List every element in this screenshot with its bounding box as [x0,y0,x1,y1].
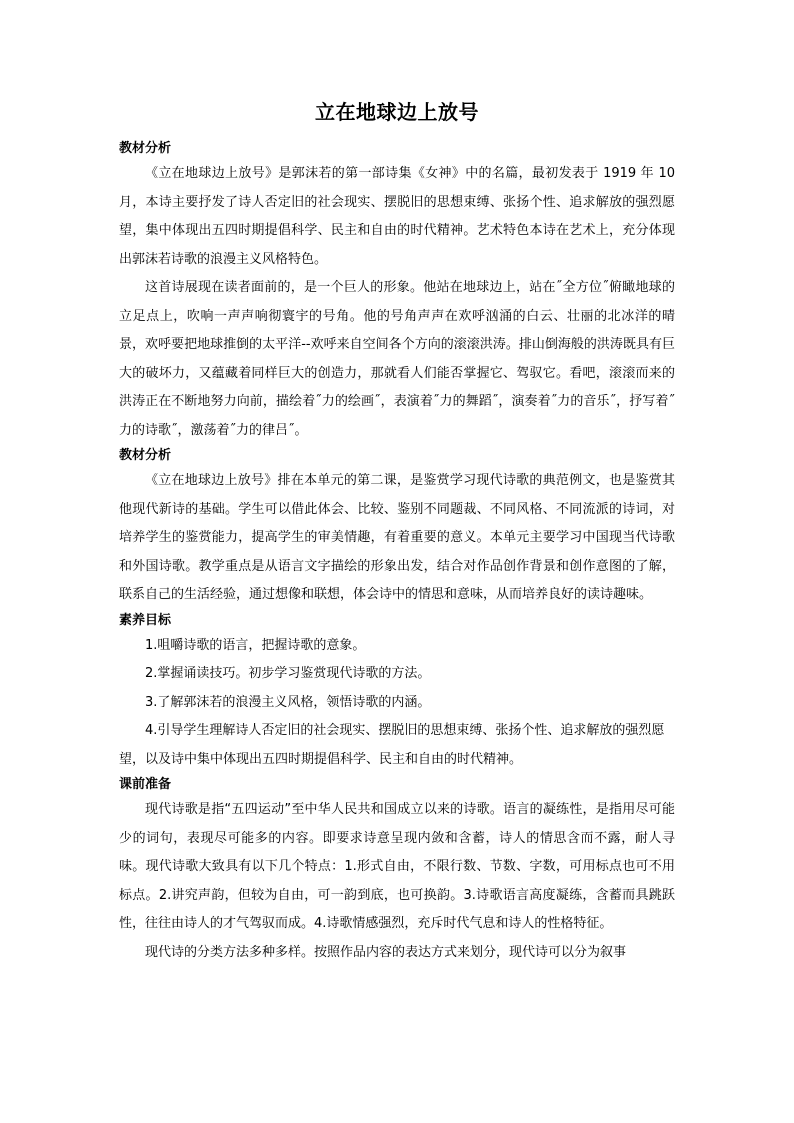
paragraph: 现代诗的分类方法多种多样。按照作品内容的表达方式来划分，现代诗可以分为叙事 [145,944,627,960]
section-literacy-goals [119,610,675,775]
paragraph: 现代诗歌是指“五四运动”至中华人民共和国成立以来的诗歌。语言的凝练性，是指用尽可能少的词句，表现尽可能多的内容。即要求诗意呈现内敛和含蓄，诗人的情思含而不露，耐人寻味。现代诗歌大致具有以下几个特点：1.形式自由，不限行数、节数、字数，可用标点也可不用标点。2.讲究声韵，但较为自由，可一韵到底，也可换韵。3.诗歌语言高度凝练，含蓄而具跳跃性，往往由诗人的才气驾驭而成。4.诗歌情感强烈，充斥时代气息和诗人的性格特征。 [119,802,675,931]
document-title: 立在地球边上放号 [315,100,479,124]
paragraph: 《立在地球边上放号》排在本单元的第二课，是鉴赏学习现代诗歌的典范例文，也是鉴赏其他现代新诗的基础。学生可以借此体会、比较、鉴别不同题裁、不同风格、不同流派的诗词，对培养学生的鉴赏能力，提高学生的审美情趣，有着重要的意义。本单元主要学习中国现当代诗歌和外国诗歌。教学重点是从语言文字描绘的形象出发，结合对作品创作背景和创作意图的了解，联系自己的生活经验，通过想像和联想，体会诗中的情思和意味，从而培养良好的读诗趣味。 [119,473,675,602]
section-textbook-analysis-2 [119,445,675,610]
section-textbook-analysis-1 [119,138,675,445]
paragraph: 这首诗展现在读者面前的，是一个巨人的形象。他站在地球边上，站在˝全方位˝俯瞰地球的立足点上，吹响一声声响彻寰宇的号角。他的号角声声在欢呼汹涌的白云、壮丽的北冰洋的晴景，欢呼要把地球推倒的太平洋--欢呼来自空间各个方向的滚滚洪涛。排山倒海般的洪涛既具有巨大的破坏力，又蕴藏着同样巨大的创造力，那就看人们能否掌握它、驾驭它。看吧，滚滚而来的洪涛正在不断地努力向前，描绘着˝力的绘画˝，表演着˝力的舞蹈˝，演奏着˝力的音乐˝，抒写着˝力的诗歌˝，激荡着˝力的律吕˝。 [119,280,675,438]
section-heading: 教材分析 [119,141,172,156]
document-content [119,98,675,967]
goal-item: 4.引导学生理解诗人否定旧的社会现实、摆脱旧的思想束缚、张扬个性、追求解放的强烈愿望，以及诗中集中体现出五四时期提倡科学、民主和自由的时代精神。 [119,723,665,767]
section-heading: 课前准备 [119,777,172,792]
goal-item: 2.掌握诵读技巧。初步学习鉴赏现代诗歌的方法。 [145,666,431,681]
section-heading: 素养目标 [119,612,172,628]
goal-item: 3.了解郭沫若的浪漫主义风格，领悟诗歌的内涵。 [145,694,431,710]
goal-item: 1.咀嚼诗歌的语言，把握诗歌的意象。 [145,637,366,653]
paragraph: 《立在地球边上放号》是郭沫若的第一部诗集《女神》中的名篇，最初发表于 1919 年 10 月，本诗主要抒发了诗人否定旧的社会现实、摆脱旧的思想束缚、张扬个性、追求解放的强烈愿望，集中体现出五四时期提倡科学、民主和自由的时代精神。艺术特色本诗在艺术上，充分体现出郭沫若诗歌的浪漫主义风格特色。 [119,166,675,267]
section-heading: 教材分析 [119,448,172,463]
section-preparation [119,774,675,967]
